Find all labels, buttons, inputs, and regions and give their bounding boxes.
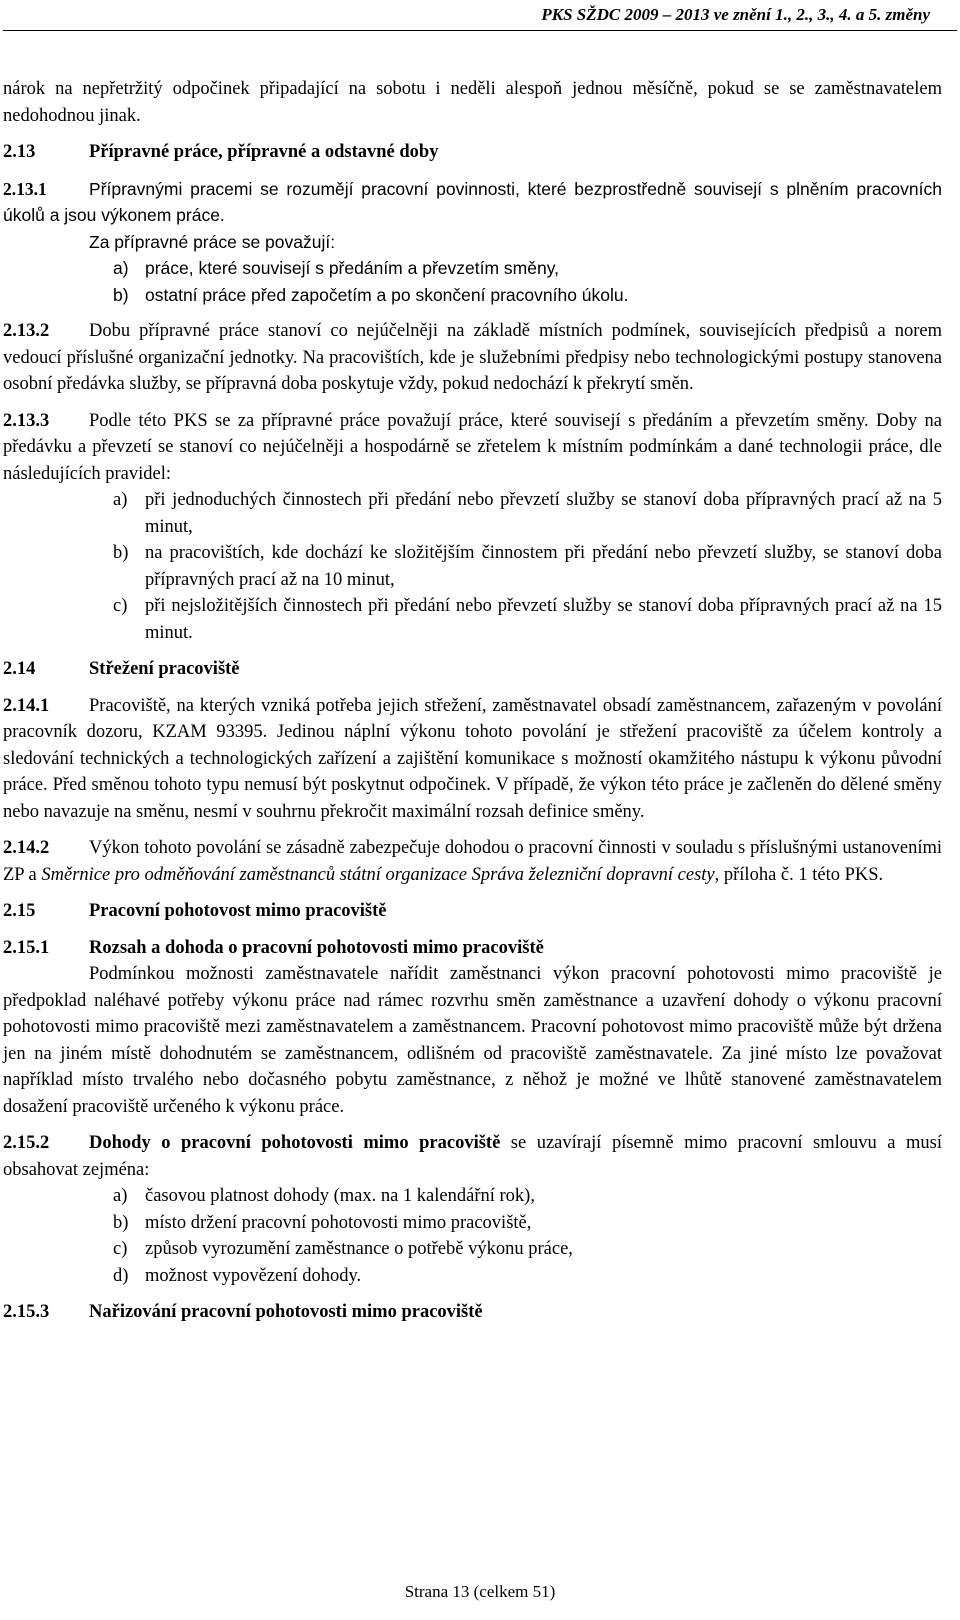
list-item (113, 255, 942, 282)
paragraph-italic-reference: Směrnice pro odměňování zaměstnanců státní organizace Správa železniční dopravní cesty (41, 864, 715, 885)
list-item (113, 1236, 942, 1263)
paragraph-text: Dobu přípravné práce stanoví co nejúčelněji na základě místních podmínek, souvisejících předpisů a norem vedoucí příslušné organizační jednotky. Na pracovištích, kde je služebními předpisy nebo technologickými postupy stanovena osobní předávka služby, se přípravná doba poskytuje vždy, pokud nedochází k překrytí směn. (3, 321, 942, 394)
list-text: práce, které souvisejí s předáním a převzetím směny, (145, 258, 560, 278)
list-label: a) (113, 490, 128, 510)
list-text: ostatní práce před započetím a po skončení pracovního úkolu. (145, 284, 629, 305)
paragraph-2-13-1 (3, 176, 942, 229)
page-footer: Strana 13 (celkem 51) (404, 1582, 556, 1601)
paragraph-2-15-2 (3, 1130, 942, 1183)
section-title: Přípravné práce, přípravné a odstavné doby (89, 142, 439, 162)
paragraph-2-13-3 (3, 408, 942, 488)
subsection-title: Nařizování pracovní pohotovosti mimo pracoviště (89, 1302, 483, 1322)
subsection-2-15-1-heading (3, 935, 942, 962)
section-number: 2.15 (3, 901, 36, 921)
list-item (113, 593, 942, 646)
list-label: b) (113, 543, 129, 563)
list-item (113, 1263, 942, 1290)
subsection-number: 2.15.2 (3, 1133, 50, 1153)
paragraph-2-15-1: Podmínkou možnosti zaměstnavatele nařídit zaměstnanci výkon pracovní pohotovosti mimo pracoviště je předpoklad naléhavé potřeby výkonu práce nad rámec rozvrhu směn zaměstnance a uzavření dohody o výkonu pracovní pohotovosti mimo pracoviště mezi zaměstnavatelem a zaměstnancem. Pracovní pohotovost mimo pracoviště může být držena jen na jiném místě dohodnutém se zaměstnancem, odlišném od pracoviště zaměstnavatele. Za jiné místo lze považovat například místo trvalého nebo dočasného pobytu zaměstnance, z něhož je možné ve lhůtě stanovené zaměstnavatelem dosažení pracoviště určeného k výkonu práce. (3, 964, 942, 1117)
paragraph-text: Pracoviště, na kterých vzniká potřeba jejich střežení, zaměstnavatel obsadí zaměstnancem, zařazeným v povolání pracovník dozoru, KZAM 93395. Jedinou náplní výkonu tohoto povolání je střežení pracoviště za účelem kontroly a sledování technických a technologických zařízení a zajištění komunikace s možností okamžitého nástupu k výkonu původní práce. Před směnou tohoto typu nemusí být poskytnut odpočinek. V případě, že výkon této práce je začleněn do dělené směny nebo navazuje na směnu, nesmí v souhrnu překročit maximální rozsah definice směny. (3, 695, 942, 822)
running-header: PKS SŽDC 2009 – 2013 ve znění 1., 2., 3., 4. a 5. změny (541, 5, 930, 24)
subsection-2-15-3-heading (3, 1299, 942, 1326)
paragraph-2-14-1 (3, 693, 942, 826)
section-2-14-heading (3, 656, 942, 683)
paragraph-number: 2.14.2 (3, 838, 50, 858)
list-2-13-3 (3, 487, 942, 646)
list-label: a) (113, 1186, 128, 1206)
header-rule (3, 30, 957, 31)
subsection-title: Dohody o pracovní pohotovosti mimo pracoviště (89, 1133, 501, 1153)
paragraph-text: se uzavírají písemně mimo pracovní smlouvu a musí obsahovat zejména: (3, 1133, 942, 1180)
list-item (113, 487, 942, 540)
list-2-13-1 (3, 255, 942, 308)
list-item (113, 1183, 942, 1210)
list-text: místo držení pracovní pohotovosti mimo pracoviště, (145, 1212, 532, 1233)
paragraph-number: 2.13.3 (3, 410, 50, 431)
list-item (113, 282, 942, 309)
section-title: Pracovní pohotovost mimo pracoviště (89, 901, 387, 921)
subsection-number: 2.15.3 (3, 1302, 50, 1322)
list-text: možnost vypovězení dohody. (145, 1265, 362, 1286)
paragraph-number: 2.13.1 (3, 178, 47, 199)
list-text: při jednoduchých činnostech při předání nebo převzetí služby se stanoví doba přípravných prací až na 5 minut, (145, 490, 942, 537)
section-number: 2.13 (3, 142, 36, 162)
page-body (3, 76, 942, 1326)
paragraph-text: Výkon tohoto povolání se zásadně zabezpečuje dohodou o pracovní činnosti v souladu s příslušnými ustanoveními ZP a (3, 838, 942, 885)
paragraph-2-13-2 (3, 318, 942, 398)
list-label: c) (113, 1239, 128, 1259)
paragraph-number: 2.13.2 (3, 321, 50, 341)
intro-paragraph: nárok na nepřetržitý odpočinek připadající na sobotu i neděli alespoň jednou měsíčně, pokud se se zaměstnavatelem nedohodnou jinak. (3, 79, 942, 126)
section-number: 2.14 (3, 659, 36, 679)
list-label: a) (113, 258, 129, 278)
list-text: způsob vyrozumění zaměstnance o potřebě výkonu práce, (145, 1239, 573, 1259)
paragraph-text: Podle této PKS se za přípravné práce považují práce, které souvisejí s předáním a převzetím směny. Doby na předávku a převzetí se stanoví co nejúčelněji a hospodárně se zřetelem k místním podmínkám a dané technologii práce, dle následujících pravidel: (3, 410, 942, 484)
list-text: při nejsložitějších činnostech při předání nebo převzetí služby se stanoví doba přípravných prací až na 15 minut. (145, 596, 942, 643)
list-2-15-2 (3, 1183, 942, 1289)
list-label: d) (113, 1265, 129, 1286)
list-item (113, 1210, 942, 1237)
list-item (113, 540, 942, 593)
list-text: na pracovištích, kde dochází ke složitějším činnostem při předání nebo převzetí služby, se stanoví doba přípravných prací až na 10 minut, (145, 543, 942, 590)
section-2-15-heading (3, 898, 942, 925)
section-title: Střežení pracoviště (89, 659, 240, 679)
paragraph-text: Přípravnými pracemi se rozumějí pracovní povinnosti, které bezprostředně souvisejí s plněním pracovních úkolů a jsou výkonem práce. (3, 178, 942, 225)
list-label: b) (113, 1212, 129, 1233)
section-2-13-heading (3, 139, 942, 166)
subsection-title: Rozsah a dohoda o pracovní pohotovosti mimo pracoviště (89, 937, 544, 958)
list-text: časovou platnost dohody (max. na 1 kalendářní rok), (145, 1186, 535, 1206)
list-label: b) (113, 284, 129, 305)
paragraph-text-end: , příloha č. 1 této PKS. (714, 864, 884, 885)
subsection-number: 2.15.1 (3, 937, 50, 958)
paragraph-2-13-1-intro: Za přípravné práce se považují: (89, 231, 336, 252)
paragraph-2-14-2 (3, 835, 942, 888)
paragraph-number: 2.14.1 (3, 695, 50, 716)
list-label: c) (113, 596, 128, 616)
